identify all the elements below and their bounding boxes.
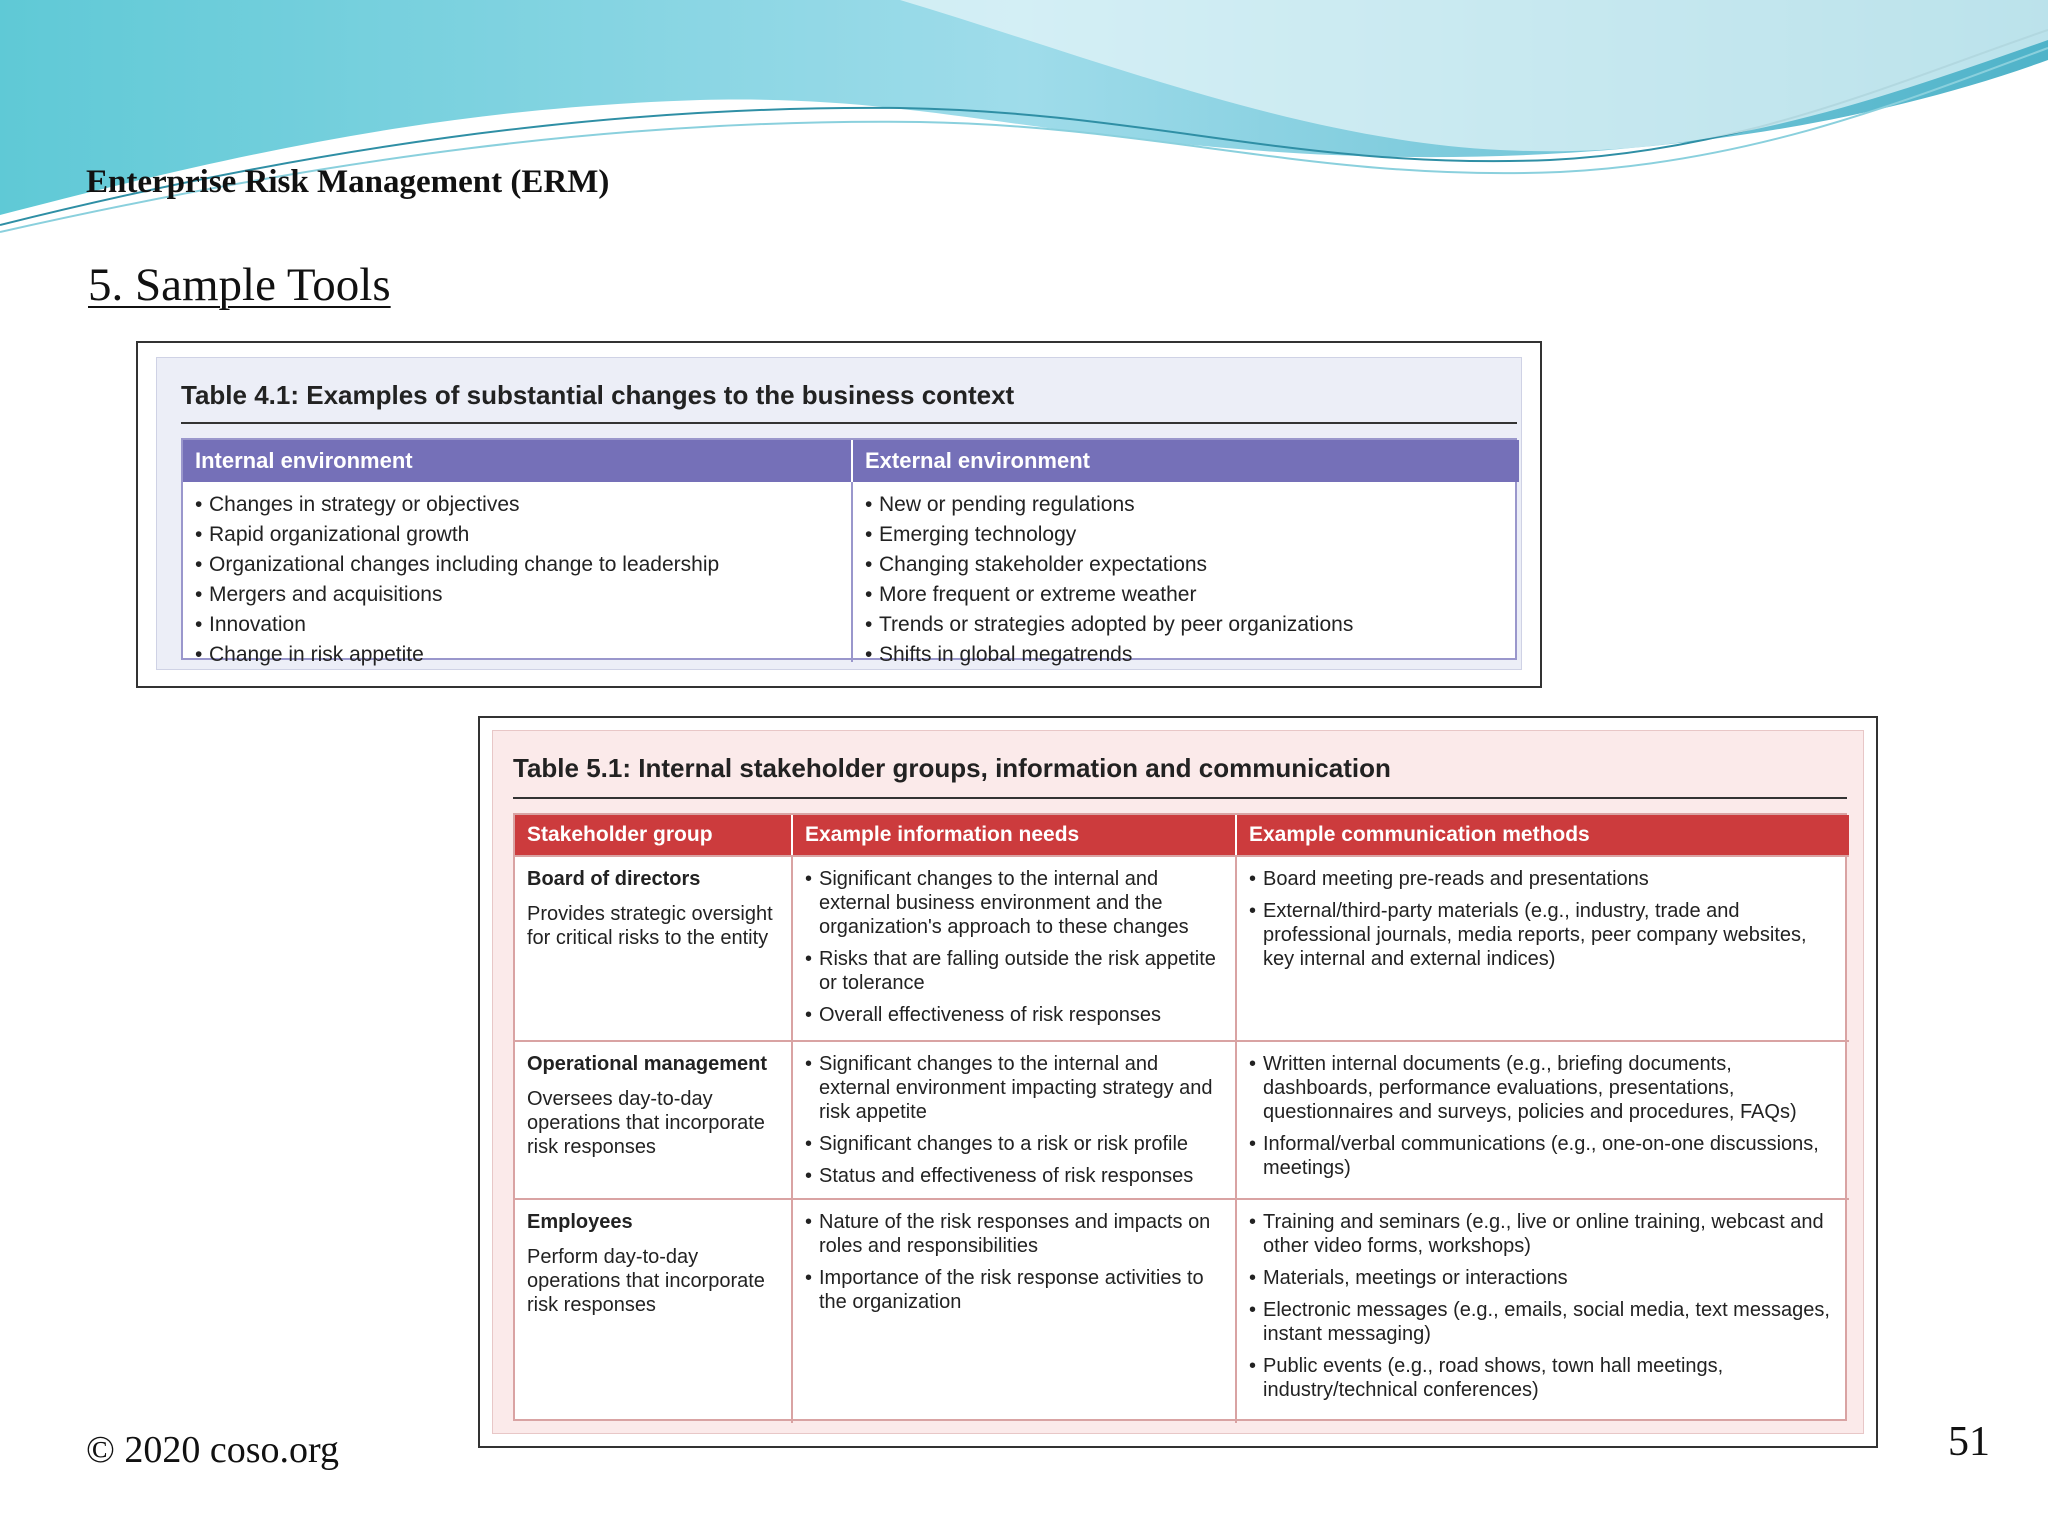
- header-internal-environment: Internal environment: [183, 440, 851, 482]
- section-title: 5. Sample Tools: [88, 259, 391, 311]
- table-4-1-panel: [156, 357, 1522, 670]
- stakeholder-name: Board of directors: [527, 868, 701, 890]
- table-5-1-frame: [478, 716, 1878, 1448]
- list-item: • Mergers and acquisitions: [195, 580, 839, 610]
- table-5-1-title-rule: [513, 797, 1847, 799]
- list-item: • Training and seminars (e.g., live or online training, webcast and other video forms, workshops): [1249, 1210, 1839, 1258]
- information-needs-cell: [791, 1198, 1235, 1423]
- list-item: • Written internal documents (e.g., briefing documents, dashboards, performance evaluations, presentations, questionnaires and surveys, policies and procedures, FAQs): [1249, 1052, 1839, 1124]
- header-stakeholder-group: Stakeholder group: [515, 815, 791, 855]
- list-item: • Public events (e.g., road shows, town hall meetings, industry/technical conferences): [1249, 1354, 1839, 1402]
- table-4-1: [181, 438, 1517, 666]
- list-item: • New or pending regulations: [865, 490, 1507, 520]
- table-5-1-title: Table 5.1: Internal stakeholder groups, information and communication: [513, 753, 1391, 783]
- communication-methods-cell: [1235, 1198, 1849, 1423]
- list-item: • Informal/verbal communications (e.g., one-on-one discussions, meetings): [1249, 1132, 1839, 1180]
- stakeholder-description: Provides strategic oversight for critical risks to the entity: [527, 903, 773, 949]
- slide-header: Enterprise Risk Management (ERM): [86, 164, 610, 200]
- list-item: • Changing stakeholder expectations: [865, 550, 1507, 580]
- internal-environment-cell: [183, 482, 851, 666]
- stakeholder-name: Operational management: [527, 1053, 768, 1075]
- stakeholder-name: Employees: [527, 1211, 633, 1233]
- stakeholder-cell: [515, 855, 791, 1040]
- list-item: • Overall effectiveness of risk responses: [805, 1003, 1225, 1027]
- list-item: • Risks that are falling outside the risk appetite or tolerance: [805, 947, 1225, 995]
- list-item: • Status and effectiveness of risk responses: [805, 1164, 1225, 1188]
- list-item: • Significant changes to a risk or risk profile: [805, 1132, 1225, 1156]
- stakeholder-cell: [515, 1040, 791, 1198]
- list-item: • Electronic messages (e.g., emails, social media, text messages, instant messaging): [1249, 1298, 1839, 1346]
- list-item: • Nature of the risk responses and impacts on roles and responsibilities: [805, 1210, 1225, 1258]
- list-item: • Significant changes to the internal and external environment impacting strategy and risk appetite: [805, 1052, 1225, 1124]
- list-item: • External/third-party materials (e.g., industry, trade and professional journals, media reports, peer company websites, key internal and external indices): [1249, 899, 1839, 971]
- table-5-1-panel: [492, 730, 1864, 1434]
- list-item: • Organizational changes including change to leadership: [195, 550, 839, 580]
- table-4-1-frame: [136, 341, 1542, 688]
- list-item: • Emerging technology: [865, 520, 1507, 550]
- table-4-1-title: Table 4.1: Examples of substantial changes to the business context: [181, 380, 1015, 410]
- stakeholder-description: Perform day-to-day operations that incorporate risk responses: [527, 1246, 765, 1316]
- page-number: 51: [1948, 1419, 1990, 1465]
- list-item: • Significant changes to the internal and external business environment and the organization's approach to these changes: [805, 867, 1225, 939]
- list-item: • Trends or strategies adopted by peer organizations: [865, 610, 1507, 640]
- header-wave-decoration: [0, 0, 2048, 240]
- list-item: • Importance of the risk response activities to the organization: [805, 1266, 1225, 1314]
- header-communication-methods: Example communication methods: [1235, 815, 1849, 855]
- header-external-environment: External environment: [851, 440, 1519, 482]
- list-item: • Rapid organizational growth: [195, 520, 839, 550]
- list-item: • Shifts in global megatrends: [865, 640, 1507, 670]
- list-item: • Board meeting pre-reads and presentations: [1249, 867, 1839, 891]
- list-item: • Innovation: [195, 610, 839, 640]
- list-item: • More frequent or extreme weather: [865, 580, 1507, 610]
- header-information-needs: Example information needs: [791, 815, 1235, 855]
- copyright-footer: © 2020 coso.org: [86, 1429, 339, 1471]
- information-needs-cell: [791, 1040, 1235, 1198]
- communication-methods-cell: [1235, 855, 1849, 1040]
- stakeholder-cell: [515, 1198, 791, 1423]
- table-5-1: [513, 813, 1847, 1421]
- list-item: • Change in risk appetite: [195, 640, 839, 670]
- list-item: • Changes in strategy or objectives: [195, 490, 839, 520]
- table-4-1-title-rule: [181, 422, 1517, 424]
- list-item: • Materials, meetings or interactions: [1249, 1266, 1839, 1290]
- information-needs-cell: [791, 855, 1235, 1040]
- communication-methods-cell: [1235, 1040, 1849, 1198]
- stakeholder-description: Oversees day-to-day operations that incorporate risk responses: [527, 1088, 765, 1158]
- external-environment-cell: [851, 482, 1519, 666]
